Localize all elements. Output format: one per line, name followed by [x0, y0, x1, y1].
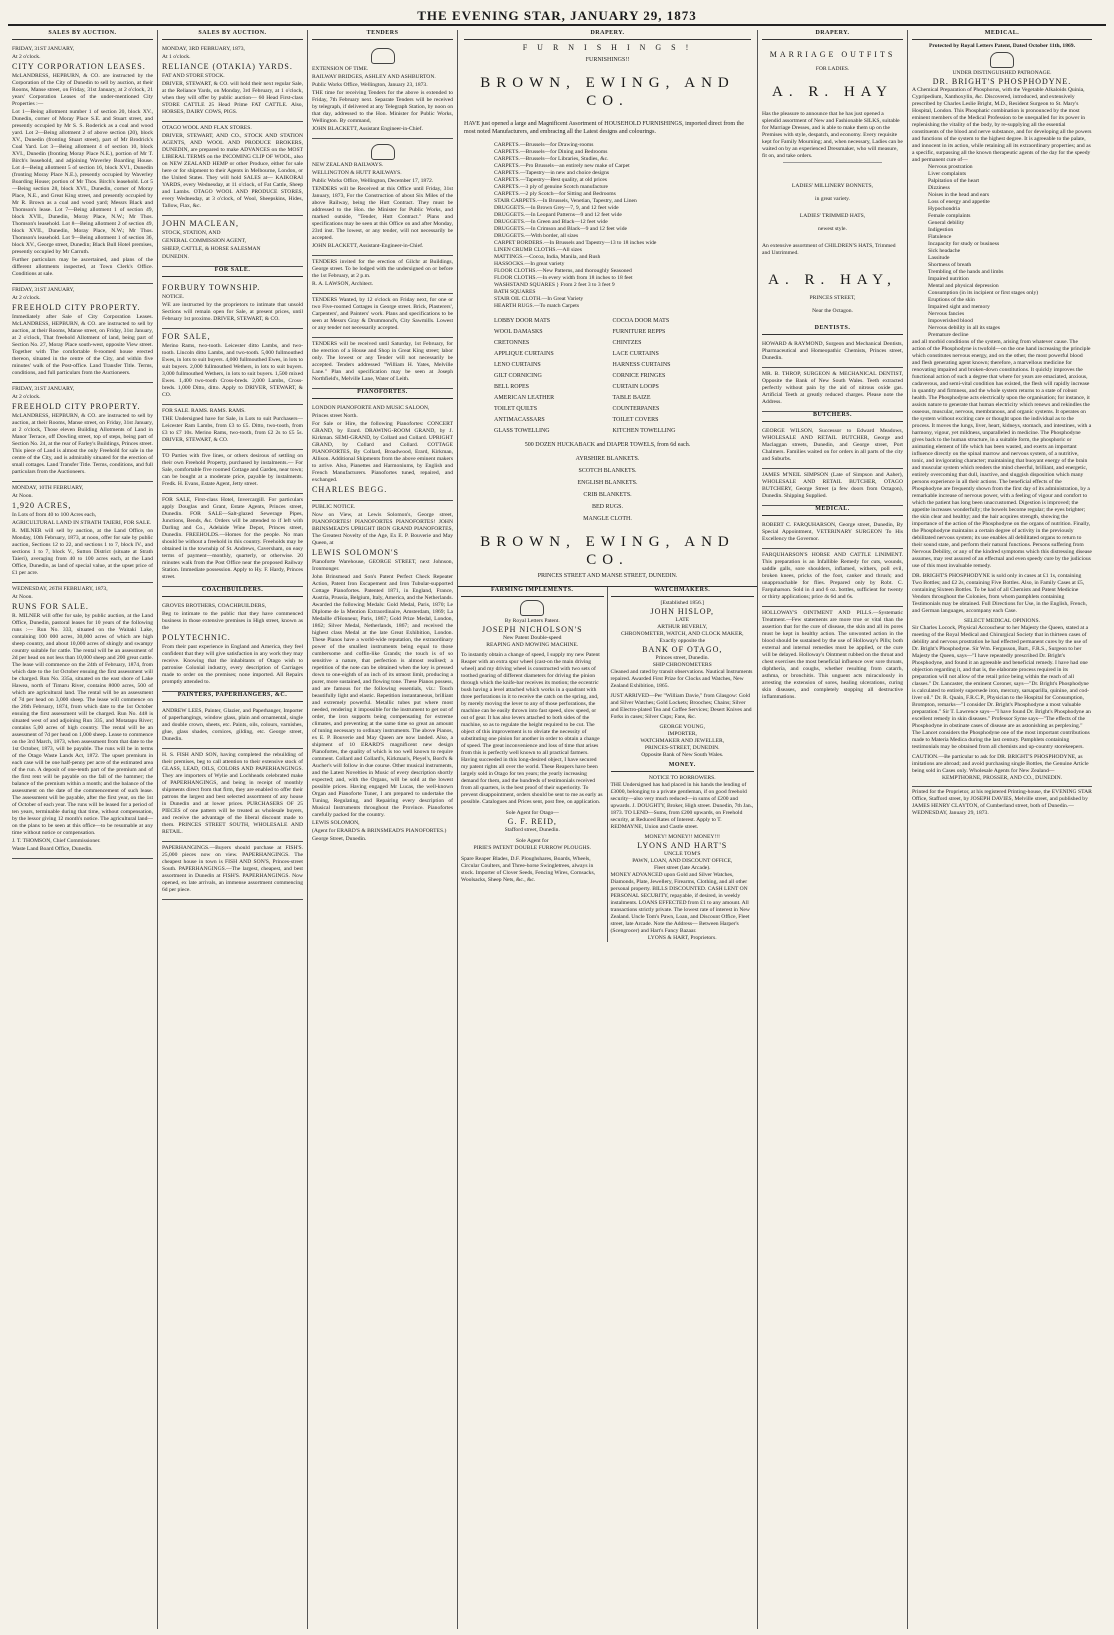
ad-body: GEORGE WILSON, Successor to Edward Meadows, WHOLESALE AND RETAIL BUTCHER, George and Maclaggan streets, Dunedin, and George street, Port Chalmers. Families waited on for orders in all parts of the city and Suburbs.	[762, 428, 903, 462]
ad-bank: BANK OF OTAGO,	[642, 645, 723, 654]
ad-george-wilson	[762, 425, 903, 469]
ad-tender-lawson	[312, 256, 453, 294]
ailment-item: Impaired sight and memory	[928, 304, 990, 310]
ad-name: JOHN MACLEAN,	[162, 219, 239, 228]
section-heading: MONEY.	[611, 762, 755, 772]
goods-item: GILT CORNICING	[494, 373, 542, 379]
ad-runs-for-sale	[12, 583, 153, 859]
carpet-line: WASHSTAND SQUARES } From 2 feet 3 to 3 feet 9	[494, 282, 615, 288]
ad-title: OTAGO WOOL AND FLAX STORES.	[162, 125, 252, 131]
pawn-body: MONEY ADVANCED upon Gold and Silver Watches, Diamonds, Plate, Jewellery, Firearms, Clothing, and all other personal property. BILLS DISCOUNTED. CASH LENT ON PERSONAL SECURITY, repayable, if desired, in weekly instalments. LOANS EFFECTED from £1 to any amount. All transactions strictly private. The lowest rate of interest in New Zealand. Uncle Tom's Pawn, Loan, and Discount Office, Fleet street, late Arcade. Note the Address— Between Harper's (Scengrocer) and Hart's Fancy Bazaar.	[610, 872, 750, 934]
carpet-line: CARPETS.—3 ply of genuine Scotch manufacture	[494, 184, 609, 190]
ad-late-name: ARTHUR BEVERLY,	[657, 624, 708, 630]
princes-street: PRINCES STREET,	[809, 295, 856, 301]
phosphodyne-sold: DR. BRIGHT'S PHOSPHODYNE is sold only in cases at £1 1s, containing Two Bottles; and £2 2s, containing Five Bottles. Also, in Family Cases at £5, containing Sixteen Bottles. To be had of all Chemists and Patent Medicine Vendors throughout the Colonies, from whom pamphlets containing Testimonials may be obtained. Full Directions for Use, in the English, French, and German languages, accompany each Case.	[912, 573, 1088, 614]
carpet-line: CARPETS.—Brussels—for Libraries, Studies, &c.	[494, 156, 609, 162]
agent-name: G. F. REID,	[507, 817, 557, 826]
ad-body: ROBERT C. FARQUHARSON, George street, Dunedin, By Special Appointment, VETERINARY SURGEON To His Excellency the Governor.	[762, 522, 903, 542]
ad-body: TENDERS will be received until Saturday, 1st February, for the erection of a House and Shop in Great King street; labor only. The lowest or any Tender will not necessarily be accepted. Tenders addressed "William H. Yates, Melville Lane." Plan and specification may be seen at Joseph Northfield's, Melville Lane, Water of Leith.	[312, 341, 453, 382]
ad-title: RELIANCE (OTAKIA) YARDS.	[162, 62, 293, 71]
great-variety: in great variety.	[815, 196, 850, 202]
ailment-item: Lassitude	[928, 255, 950, 261]
ad-body: Merino Rams, two-tooth. Leicester ditto Lambs, and two-tooth. Lincoln ditto Lambs, and two-tooth. 5,000 fullmouthed Ewes, in lots to suit buyers. 4,000 fullmouthed Ewes, in lots to suit buyers. 2,000 fullmouthed Wethers, in lots to suit buyers. 3,000 fullmouthed Wethers, in lots to suit buyers. 1,500 mixed Ewes. 1,400 two-tooth Cross-breds. 2,000 Lambs, Cross-breds. 1,000 Ditto, ditto. Apply to DRIVER, STEWART, & CO.	[162, 343, 303, 398]
carpet-line: CARPETS.—Tapestry—Best quality, at old prices	[494, 177, 607, 183]
ad-body: Immediately after Sale of City Corporation Leases. McLANDRESS, HEPBURN, & CO. are instructed to sell by auction, at their Rooms, Manse street, on Friday, 31st January, at 2 o'clock, That freehold Allotment of land, being part of Section No. 27, Moray Place south-west, opposite View street. Together with The comfortable 8-roomed house erected thereon, situated in the centre of the City, and within five minutes' walk of the Post-office. Land Transfer Title. Terms, conditions, and full particulars from the Auctioneers.	[12, 314, 153, 376]
column-watchmakers	[608, 587, 758, 942]
masthead: THE EVENING STAR, JANUARY 29, 1873	[8, 6, 1106, 26]
ad-office: Waste Land Board Office, Dunedin.	[12, 846, 93, 852]
carpet-line: DRUGGETS.—In Leopard Patterns—9 and 12 feet wide	[494, 212, 622, 218]
ailment-item: Nervous prostration	[928, 164, 973, 170]
ailment-item: Incapacity for study or business	[928, 241, 1000, 247]
furnishings-subtitle: FURNISHINGS!!	[585, 57, 630, 63]
ad-time: At Noon.	[12, 493, 33, 499]
ad-city-leases	[12, 43, 153, 284]
goods-item: LENO CURTAINS	[494, 362, 541, 368]
ad-opp: Exactly opposite the	[659, 638, 706, 644]
ad-body: JAMES M'NEIL SIMPSON (Late of Simpson and Aaher), WHOLESALE AND RETAIL BUTCHER, OTAGO BUTCHERY, George Street (a few doors from Octagon), Dunedin. Shipping Supplied.	[762, 472, 903, 499]
phosphodyne-body: and all morbid conditions of the system, arising from whatever cause. The action of the Phosphodyne is twofold—on the one hand increasing the principle which constitutes nervous energy, and on the other, the most powerful blood and flesh generating agent known; therefore, a marvellous medicine for renovating impaired and broken-down constitutions. It quickly improves the functional action of such a degree that where for years are emaciated, anxious, cadaverous, and semi-vital condition has existed, the flesh will rapidly increase in quantity and firmness, and the whole system returns to a state of robust health. The Phosphodyne acts electrically upon the organisation; for instance, it assists nature to generate that human electricity which renews and rekindles the osseous, muscular, nervous, membranous, and organic systems. It operates on the system without exciting care or thought upon the individual as to the process. It moves the lungs, liver, heart, kidneys, stomach, and intestines, with a harmony, vigour, yet mildness, unparalleled in medicine. The Phosphodyne gives back to the human structure, in a suitable form, the phosphoric or animating element of life which has been wasted, and exerts an important influence directly on the spinal marrow and nervous system, of a nutritive, tonic, and invigorating character; maintaining that buoyant energy of the brain and muscular system which renders the mind cheerful, brilliant, and energetic, entirely overcoming that dull, inactive, and sluggish disposition which many persons experience in all their actions. The beneficial effects of the Phosphodyne are frequently shown from the first day of its administration, by a remarkable increase of nervous power, with a feeling of vigour and comfort to which the patient has long been unaccustomed. Digestion is improved; the appetite increases wonderfully; the bowels become regular; the eyes brighter; the skin clear and healthy; and the hair acquires strength, showing the importance of the action of the Phosphodyne on the organs of nutrition. Finally, the Phosphodyne maintains a certain degree of activity in the previously debilitated nervous system; its use enables all debilitated organs to return to their sound state, and perform their natural functions. Persons suffering from Nervous Debility, or any of the kindred symptoms which this distressing disease assumes, may rest assured of an effectual and even speedy cure by the judicious use of this most invaluable remedy.	[912, 339, 1092, 569]
royal-crest-icon	[990, 52, 1014, 68]
goods-item: CURTAIN LOOPS	[612, 384, 659, 390]
ad-body: TO Parties with five lines, or others desirous of settling on their own Freehold Property, purchased by instalments.— For Sale, comfortable five roomed Cottage and Garden, near town; can be bought at a moderate price, payable by instalments. Fredk. H. Evans, Estate Agent, Jetty street.	[162, 453, 303, 487]
ad-groves-brothers	[162, 600, 303, 692]
goods-item: LACE CURTAINS	[612, 351, 659, 357]
divider	[783, 162, 882, 163]
ad-date: FRIDAY, 31ST JANUARY,	[12, 287, 75, 293]
column-grid	[8, 30, 1106, 1629]
carpet-line: CARPET BORDERS.—In Brussels and Tapestry—13 to 18 inches wide	[494, 240, 657, 246]
ad-wool-flax-stores	[162, 122, 303, 216]
ailment-item: General debility	[928, 220, 965, 226]
carpet-line: CARPETS.—Tapestry—in new and choice designs	[494, 170, 610, 176]
ad-simpson	[762, 469, 903, 506]
goods-item: AMERICAN LEATHER	[494, 395, 555, 401]
ad-agent: (Agent for ERARD'S & BRINSMEAD'S PIANOFORTES.)	[312, 828, 447, 834]
ad-body: H. S. FISH AND SON, having completed the rebuilding of their premises, beg to call attention to their extensive stock of GLASS, LEAD, OILS, COLORS AND PAPERHANGINGS. They are importers of Wylie and Lochheads celebrated make of PAPERHANGINGS, and being in receipt of monthly shipments direct from that firm, they are enabled to offer their patrons the largest and best selected assortment of any house in Dunedin and at lower prices. PURCHASERS OF 25 PIECES of one pattern will be treated as wholesale buyers, and receive the advantage of the liberal discount made to them. PRINCES STREET SOUTH, WHOLESALE AND RETAIL.	[162, 752, 303, 835]
ad-title: FREEHOLD CITY PROPERTY.	[12, 303, 141, 312]
for-ladies: FOR LADIES.	[815, 66, 850, 72]
carpet-line: DRUGGETS.—With border, all sizes	[494, 233, 579, 239]
goods-item: COCOA DOOR MATS	[612, 318, 670, 324]
ad-body: To instantly obtain a change of speed, I supply my new Patent Reaper with an extra spur wheel (cast-on the main driving wheel) and my driving wheel is constructed with two sets of toothed gearing of different diameters for driving the pinion through which the knife-bar receives its motion; the eccentric bush having a level attached which works in a quadrant with three perforations in it to receive the catch on the spring, and, by merely moving the lever to any of those perforations, the machine can be easily thrown into fast speed, slow speed, or out of gear. It has also levers attached to both sides of the machine, so as to regulate the height required to be cut. The object of this improvement is to obviate the necessity of substituting one pinion for another in order to obtain a change of speed. The great inconvenience and loss of time that arises from this is perfectly well known to all practical farmers. Having succeeded in this long-desired object, I have secured my patent rights all over the world. These Reapers have been largely sold in Otago for ten years; the yearly increasing demand for them, and the hundreds of testimonials received from all quarters, is the best proof of their superiority. To prevent disappointment, orders should be sent to me as early as possible. Catalogues and Prices sent, post free, on application.	[461, 652, 603, 805]
patronage: UNDER DISTINGUISHED PATRONAGE.	[952, 70, 1052, 76]
carpet-line: MATTINGS.—Cocoa, India, Manila, and Rush	[494, 254, 601, 260]
ad-title: PUBLIC NOTICE.	[312, 504, 356, 510]
ad-arrived: JUST ARRIVED—Per "William Davie," from Glasgow: Gold and Silver Watches; Gold Lockets; Brooches; Chains; Silver and Electro-plated Tea and Coffee Services; Desert Knives and Forks in cases; Silver Cups; Fans, &c.	[610, 693, 752, 720]
established: [Established 1856.]	[660, 600, 704, 606]
ad-ship: SHIP CHRONOMETERS	[652, 662, 712, 668]
goods-item: CHINTZES	[612, 340, 642, 346]
ad-title: FREEHOLD CITY PROPERTY.	[12, 402, 141, 411]
ad-foot: Further particulars may be ascertained, and plans of the different allotments inspected, at Town Clerk's Office. Conditions at sale.	[12, 257, 153, 277]
column-medical	[908, 30, 1096, 1629]
newest-style: newest style.	[818, 226, 847, 232]
ad-forbury	[162, 280, 303, 329]
carpet-line: HEARTH RUGS.—To match Carpets	[494, 303, 580, 309]
ad-name: JOHN HISLOP,	[650, 607, 715, 616]
carpet-line: BATH SQUARES	[494, 289, 536, 295]
ad-signature: R. A. LAWSON, Architect.	[312, 281, 374, 287]
caution: CAUTION.—Be particular to ask for DR. BRIGHT'S PHOSPHODYNE, as imitations are abroad; and avoid purchasing single Bottles, the Genuine Article being sold in Cases only. Wholesale Agents for New Zealand—	[912, 754, 1089, 774]
ad-body: McLANDRESS, HEPBURN, & CO. are instructed to sell by auction, at their Rooms, Manse street, on Friday, 31st January, at 2 o'clock, Those eleven Building Allotments of Land in Manor Terrace, off Dowling street, top of steps, being part of Section No. 24, at the rear of Farley's Buildings, Princes street. This piece of Land is almost the only Freehold for sale in the centre of the City, and is admirably situated for the erection of small cottages. Land Transfer Title. Terms, conditions, and full particulars from the Auctioneers.	[12, 413, 153, 475]
section-heading: FOR SALE.	[162, 267, 303, 277]
phosphodyne-title: DR. BRIGHT'S PHOSPHODYNE.	[932, 77, 1072, 86]
blanket-item: ENGLISH BLANKETS.	[577, 480, 638, 486]
ad-nz-railways	[312, 139, 453, 256]
spare-parts: Spare Reaper Blades, D.F. Ploughshares, Boards, Wheels, Circular Coulters, and Three-horse Swingletrees, always in stock. Importer of Clover Seeds, Fencing Wires, Cornsacks, Woolsacks, Sheep Nets, &c., &c.	[461, 856, 596, 883]
ad-body: ANDREW LEES, Painter, Glazier, and Paperhanger, Importer of paperhangings, window glass, plain and ornamental, single and double crown, sheets, etc. Paints, oils, colours, varnishes, glue, glass shades, cornices, gilding, etc. George street, Dunedin.	[162, 708, 303, 742]
ailment-item: Indigestion	[928, 227, 954, 233]
ad-holloway	[762, 607, 903, 706]
near-octagon: Near the Octagon.	[812, 308, 853, 314]
goods-item: KITCHEN TOWELLING	[612, 428, 676, 434]
ailment-item: Impaired nutrition	[928, 276, 969, 282]
section-heading: FARMING IMPLEMENTS.	[461, 587, 604, 597]
goods-item: APPLIQUE CURTAINS	[494, 351, 554, 357]
ad-paperhangings	[162, 842, 303, 900]
pawn-place: Fleet street (late Arcade).	[653, 865, 711, 871]
ad-cottage	[162, 450, 303, 494]
ad-body: TENDERS invited for the erection of Gilchr at Buildings, George street. To be lodged with the undersigned on or before the 1st February, at 2 p.m.	[312, 259, 453, 279]
section-heading: PIANOFORTES.	[312, 389, 453, 399]
ad-strath-taieri	[12, 482, 153, 583]
carpet-list	[464, 142, 751, 310]
hay-name: A. R. HAY	[772, 84, 893, 100]
bonnets: LADIES' MILLINERY BONNETS,	[791, 183, 874, 189]
goods-item: CORNICE FRINGES	[612, 373, 666, 379]
column-sales-by-auction-1	[8, 30, 158, 1629]
ad-title: RUNS FOR SALE.	[12, 602, 89, 611]
uncle-toms: UNCLE TOM'S	[664, 851, 701, 857]
ad-body: TENDERS Wanted, by 12 o'clock on Friday next, for one or two Five-roomed Cottages in George street. Brick, Plasterers', Carpenters', and Painters' work. Plans and specifications to be seen at Messrs Gray & Drummond's, City Sawmills. Lowest or any tender not necessarily accepted.	[312, 297, 453, 331]
notice-body: THE Undersigned has had placed in his hands the lending of £3000, belonging to a private gentleman, if on good freehold security—also very much reduced—in sums of £200 and upwards. J. DOUGHTY, Broker, High street. Dunedin, 7th Jan., 1873. TO LEND—Sums, from £200 upwards, on Freehold security, at Reduced Rates of Interest. Apply to T. REDMAYNE, Union and Castle street.	[610, 782, 754, 830]
ad-trade: CHRONOMETER, WATCH, AND CLOCK MAKER,	[621, 631, 744, 637]
opinions-body: Sir Charles Locock, Physical Accoucheur to her Majesty the Queen, stated at a meeting of the Royal Medical and Chirurgical Society that in thirteen cases of debility and nervous prostration he had effected permanent cures by the use of Dr. Bright's Phosphodyne. Sir Wm. Fergusson, Bart., F.R.S., Surgeon to her Majesty the Queen, says—"I have repeatedly prescribed Dr. Bright's Phosphodyne, and found it an agreeable and beneficial remedy. I have had one objection regarding it, and that is, the elaborate process required in its preparation will not allow of the retail price being within the reach of all classes." Dr. Lancaster, the eminent Coroner, says—"Dr. Bright's Phosphodyne is calculated to entirely supersede iron, mercury, sarsaparilla, quinine, and cod-liver oil." Dr. R. Quain, F.R.C.P., Physician to the Hospital for Consumption, Brompton, remarks—"I consider Dr. Bright's Phosphodyne a most valuable preparation." Sir T. Lawrence says—"I have found Dr. Bright's Phosphodyne an excellent remedy in skin diseases." Professor Syme says—"The effects of the Phosphodyne in obstinate cases of disease are as astonishing as perplexing." The Lancet considers the Phosphodyne one of the most important contributions made to Materia Medica during the last century. Pamphlets containing testimonials may be obtained from all chemists and up-country storekeepers.	[912, 625, 1091, 750]
ad-place: PRINCES-STREET, DUNEDIN.	[644, 745, 720, 751]
carpet-line: LINEN CRUMB CLOTHS.—All sizes	[494, 247, 582, 253]
ad-signature: J. T. THOMSON, Chief Commissioner.	[12, 838, 101, 844]
plough-title: PIRIE'S PATENT DOUBLE FURROW PLOUGHS.	[473, 845, 592, 851]
goods-item: TABLE BAIZE	[612, 395, 651, 401]
ad-title: FORBURY TOWNSHIP.	[162, 283, 261, 292]
blanket-item: BED RUGS.	[591, 504, 623, 510]
ailment-item: Trembling of the hands and limbs	[928, 269, 1004, 275]
ailment-item: Shortness of breath	[928, 262, 972, 268]
ad-date: MONDAY, 3RD FEBRUARY, 1873,	[162, 46, 245, 52]
royal-crest-icon	[371, 48, 395, 64]
section-heading: DRAPERY.	[464, 30, 751, 40]
ad-sub: NOTICE.	[162, 294, 184, 300]
ad-body: DRIVER, STEWART, & CO. will hold their next regular Sale, at the Reliance Yards, on Monday, 3rd February, at 1 o'clock, when they will offer by public auction— 60 Head First-class STORE CATTLE 25 Head Prime FAT CATTLE. Also, HORSES, DAIRY COWS, PIGS.	[162, 81, 303, 115]
ad-body: PAPERHANGINGS.—Buyers should purchase at FISH'S. 25,000 pieces now on view. PAPERHANGINGS. The cheapest house in town is FISH AND SON'S, Princes-street South. PAPERHANGINGS.—The largest, cheapest, and best assortment in Dunedin at FISH'S. PAPERHANGINGS. Now opened, ex late arrivals, an immense assortment commencing 6d per piece.	[162, 845, 303, 893]
towels-line: 500 DOZEN HUCKABACK and DIAPER TOWELS, from 6d each.	[524, 442, 691, 448]
ad-signature: JOHN BLACKETT, Assistant Engineer-in-Chief.	[312, 126, 423, 132]
goods-item: HARNESS CURTAINS	[612, 362, 671, 368]
ad-body: THE Undersigned have for Sale, in Lots to suit Purchasers— Leicester Ram Lambs, from £3 to £5. Ditto, two-tooth, from £3 to £7 10s. Merino Rams, two-tooth, from £2 2s to £5 5s. DRIVER, STEWART, & CO.	[162, 416, 303, 443]
ad-title: LONDON PIANOFORTE AND MUSIC SALOON,	[312, 405, 430, 411]
ad-freehold-2	[12, 383, 153, 482]
ailment-item: Premature decline	[928, 332, 969, 338]
goods-item: CRETONNES	[494, 340, 530, 346]
ad-line: SHEEP, CATTLE, & HORSE SALESMAN	[162, 246, 261, 252]
blanket-item: MANGLE CLOTH.	[583, 516, 632, 522]
ad-signature: JOHN BLACKETT, Assistant-Engineer-in-Chief.	[312, 243, 424, 249]
ad-time: At 2 o'clock.	[12, 394, 41, 400]
ad-date: FRIDAY, 31ST JANUARY,	[12, 46, 75, 52]
ad-place: Princes street North.	[312, 413, 358, 419]
goods-item: WOOL DAMASKS	[494, 329, 543, 335]
ailment-item: Liver complaints	[928, 171, 967, 177]
pawn-title: PAWN, LOAN, AND DISCOUNT OFFICE,	[632, 858, 733, 864]
ad-name: JOSEPH NICHOLSON'S	[481, 625, 583, 634]
money-title: MONEY! MONEY!! MONEY!!!	[644, 834, 720, 840]
section-heading: BUTCHERS.	[762, 412, 903, 422]
section-heading: COACHBUILDERS.	[162, 587, 303, 597]
goods-item: LOBBY DOOR MATS	[494, 318, 551, 324]
carpet-line: CARPETS.—Pro Brussels—an entirely new make of Carpet	[494, 163, 630, 169]
ad-name: GEORGE YOUNG,	[659, 724, 705, 730]
ad-late: LATE	[675, 617, 690, 623]
blanket-item: AYRSHIRE BLANKETS.	[575, 456, 640, 462]
ad-body: FARQUHARSON'S HORSE AND CATTLE LINIMENT. This preparation is an Infallible Remedy for cuts, wounds, saddle galls, sore shoulders, inflamed, withers, poll evil, broken knees, pricks of the foot, canker and thrush; and unapproachable for flies. Prepared only by Robt. C. Farquharson. Sold in 4 and 6 oz. bottles, sufficient for twenty or thirty applications; price 4s 6d and 6s.	[762, 552, 903, 600]
ad-date: WEDNESDAY, 26TH FEBRUARY, 1873,	[12, 586, 108, 592]
ad-place: Public Works Office, Wellington, December 17, 1872.	[312, 178, 434, 184]
goods-item: COUNTERPANES	[612, 406, 660, 412]
ailment-item: Sick headache	[928, 248, 961, 254]
opinions-title: SELECT MEDICAL OPINIONS.	[964, 618, 1040, 624]
ad-line: GENERAL COMMISSION AGENT,	[162, 238, 247, 244]
agent-label: Sole Agent for	[515, 838, 549, 844]
ad-time: At 2 o'clock.	[12, 295, 41, 301]
furnishings-title: F U R N I S H I N G S !	[522, 43, 693, 52]
ad-time: At 1 o'clock.	[162, 54, 191, 60]
ad-title: REAPING AND MOWING MACHINE.	[486, 642, 579, 648]
section-heading: WATCHMAKERS.	[611, 587, 755, 597]
ailment-item: Impoverished blood	[928, 318, 973, 324]
ad-lots: Lot 1—Being allotment number 1 of section 20, block XV., Dunedin, corner of Moray Place S.E. and Stuart street, and presently occupied by Mr S. S. Roderick as a coal and wood yard. Lot 2—Being allotment 2 of above section (20), block XV., Dunedin (fronting Stuart street), part of Mr Brodrick's Coal Yard. Lot 3—Being allotment 4 of section 10, block XVI., Dunedin (fronting Moray Place N.E.), portion of Mr T. Birch's leasehold, and adjoining Waverley Boarding House. Lot 4—Being allotment 5 of section 16, block XVI., Dunedin (fronting Moray Place N.E.), presently occupied by Waverley Boarding House; portion of Mr Thos. Birch's leasehold. Lot 5—Being section 28, block XVI., Dunedin, corner of Moray Place, N.E., and Great King street, and presently occupied by Mr R. Brown as a coal and wood yard; Messrs Black and Thomson's lease. Lot 7—Being allotment 1 of section 49, block XVII., Dunedin, Moray Place, N.W.; Mr Thos. Thomson's leasehold. Lot 8—Being allotment 2 of section 49, block XVII., Dunedin, Moray Place, N.W.; Mr Thos. Thomson's leasehold. Lot 9—Being allotment 1 of section 36, block XV., George street, Dunedin; Black Bull Hotel premises, presently occupied by Mr Carruth.	[12, 109, 153, 255]
ad-place: George Street, Dunedin.	[312, 836, 367, 842]
ad-time: At 2 o'clock.	[12, 54, 41, 60]
ad-signature: CHARLES BEGG.	[312, 485, 388, 494]
ad-sub: In Lots of from 40 to 100 Acres each,	[12, 512, 97, 518]
ad-body: Now on View, at Lewis Solomon's, George street, PIANOFORTES! PIANOFORTES PIANOFORTES! JOHN BRINSMEAD'S UPRIGHT IRON GRAND PIANOFORTES, The Greatest Novelty of the Age, Ex E. P. Bouverie and May Queen, at	[312, 512, 453, 546]
ailment-item: Hypochondria	[928, 206, 961, 212]
column-tenders	[308, 30, 458, 1629]
ad-tender-cottages	[312, 294, 453, 338]
ad-title: WELLINGTON & HUTT RAILWAYS.	[312, 170, 402, 176]
lower-split	[458, 586, 757, 942]
section-heading: MEDICAL.	[912, 30, 1092, 40]
ad-signature: LEWIS SOLOMON,	[312, 820, 360, 826]
ad-institution: POLYTECHNIC.	[162, 633, 231, 642]
ailment-item: Consumption (in its incipient or first stages only)	[928, 290, 1039, 296]
carpet-line: DRUGGETS.—In Green and Black—12 feet wide	[494, 219, 608, 225]
ad-opp: Opposite Bank of New South Wales.	[641, 752, 724, 758]
ad-title: AGRICULTURAL LAND IN STRATH TAIERI, FOR SALE.	[12, 520, 152, 526]
ad-trade: WATCHMAKER AND JEWELLER,	[640, 738, 725, 744]
carpet-line: DRUGGETS.—In Brown Grey—7, 9, and 12 feet wide	[494, 205, 619, 211]
ad-date: MONDAY, 10TH FEBRUARY,	[12, 485, 84, 491]
ad-title: GROVES BROTHERS, COACHBUILDERS,	[162, 603, 267, 609]
ailment-item: Palpitation of the heart	[928, 178, 980, 184]
column-farming	[458, 587, 608, 942]
ad-name: LEWIS SOLOMON'S	[312, 548, 399, 557]
goods-item: BELL ROPES	[494, 384, 529, 390]
hats: LADIES' TRIMMED HATS,	[799, 213, 866, 219]
blanket-list	[464, 453, 751, 525]
ad-title: FOR SALE,	[162, 332, 211, 341]
agent-place: Stafford street, Dunedin.	[504, 827, 560, 833]
ad-body: Cleaned and rated by transit observations. Nautical Instruments repaired. Awarded First Prize for Clocks and Watches, New Zealand Exhibition, 1865.	[610, 669, 753, 689]
ad-place: Public Works Office, Wellington, January 23, 1873.	[312, 82, 428, 88]
carpet-line: FLOOR CLOTHS.—New Patterns, and thoroughly Seasoned	[494, 268, 632, 274]
section-heading: SALES BY AUCTION.	[12, 30, 153, 40]
ad-body: DRIVER, STEWART, AND CO., STOCK AND STATION AGENTS, AND WOOL AND PRODUCE BROKERS, DUNEDIN, are prepared to make ADVANCES on the MOST LIBERAL TERMS on the INCOMING CLIP OF WOOL, also on NEW ZEALAND HEMP or other Produce, either for sale here or for shipment to their Agents in Melbourne, London, or the United States. They will hold SALES at— KAIKORAI YARDS, every Wednesday, at 11 o'clock, of Fat Cattle, Sheep and Lambs. OTAGO WOOL AND PRODUCE STORES, every Wednesday, at 3 o'clock, of Wool, Sheepskins, Hides, Tallow, Flax, &c.	[162, 133, 303, 209]
hay-name-footer: A. R. HAY,	[768, 272, 897, 288]
ad-title: NEW ZEALAND RAILWAYS.	[312, 162, 384, 168]
ailment-item: Female complaints	[928, 213, 971, 219]
ad-line: STOCK, STATION, AND	[162, 230, 221, 236]
ad-imp: IMPORTER,	[667, 731, 697, 737]
ad-body: John Brinsmead and Son's Patent Perfect Check Repeater Action, Patent Iron Escapement and Iron Tubular-supported Cottage Pianofortes. Patented 1871, in England, France, Austria, Prussia, Belgium, Italy, America, and the Netherlands. Awarded the following Medals: Gold Medal, Paris, 1870; Le Diplome de la Mention Extraordinaire, Amsterdam, 1869; La Medaille d'Honneur, Paris, 1867; Gold Prize Medal, London, 1862; Silver Medal, Netherlands, 1867; and received the highest class Medal at the late Great Exhibition, London. These Pianos have a world-wide reputation, the extraordinary power of the smallest instruments being equal to those cumbersome and coffin-like Grands; the touch is of so sensitive a nature, that perfection is almost realised; a repetition of the note can be obtained when the key is pressed down to one-eighth of an inch of its utmost limit, producing a purer, more sustained, and flowing tone. These Pianos possess, and are famous for the following essentials, viz.: Touch beautifully light and elastic. Repetition instantaneous, brilliant and extremely powerful. Metallic tubes put where most needed, rendering it impossible for the instrument to get out of order, the iron supports being compensating for extreme climates, and preventing at the same time so great an amount of tuning necessary to ordinary instruments. The above Pianos, ex E. P. Bouverie and May Queen are now landed. Also, a shipment of 10 ERARD'S magnificent new design Pianofortes, the quality of which is too well known to require comment. Collard and Collard's, Kirkman's, Pleyel's, Bord's & Aucher's will follow in due course. Other musical instruments, and the Latest Novelties in Music of every description shortly expected; and, with the Organs, will be sold at the lowest possible prices. Having engaged Mr Lucas, the well-known Organ and Pianoforte Tuner, I am prepared to undertake the Tuning, Regulating, and Repairing every description of Musical Instruments throughout the Province. Pianofortes carefully packed for the country.	[312, 574, 453, 818]
ad-sub: FAT AND STORE STOCK.	[162, 73, 225, 79]
ad-title: EXTENSION OF TIME.	[312, 66, 369, 72]
hay-body: Has the pleasure to announce that he has just opened a splendid assortment of New and Fashionable SILKS, suitable for Marriage Dresses, and is able to make them up on the Premises with style, despatch, and economy. Every requisite kept for Family Mourning; and, when necessary, Ladies can be waited on by an experienced Dressmaker, who will measure, fit on, and take orders.	[762, 111, 903, 159]
notice-title: NOTICE TO BORROWERS.	[648, 775, 716, 781]
carpet-line: DRUGGETS.—In Crimson and Black—9 and 12 feet wide	[494, 226, 627, 232]
ad-liniment	[762, 549, 903, 607]
section-heading: DRAPERY.	[762, 30, 903, 40]
ailment-item: Mental and physical depression	[928, 283, 999, 289]
goods-grid	[494, 316, 721, 436]
imprint: Printed for the Proprietor, at his registered Printing-house, the EVENING STAR Office, Stafford street, by JOSEPH DAVIES, Melville street, and published by JAMES HENRY CLAYTON, of Cumberland street, both of Dunedin.—WEDNESDAY, January 29, 1873.	[912, 786, 1092, 817]
ad-body: MR. B. THROP, SURGEON & MECHANICAL DENTIST, Opposite the Bank of New South Wales. Teeth extracted perfectly without pain by the aid of nitrous oxide gas. Artificial Teeth at greatly reduced charges. Please note the Address.	[762, 371, 903, 405]
ad-body: From their past experience in England and America, they feel confident that they will give satisfaction in any work they may receive. Knowing that the inhabitants of Otago wish to patronise Colonial industry, every description of Carriages made to order on the premises; none imported. All Repairs promptly attended to.	[162, 644, 303, 685]
carpet-line: CARPETS.—2 ply Scotch—for Sitting and Bedrooms	[494, 191, 616, 197]
ad-place: DUNEDIN.	[162, 254, 189, 260]
ad-body: For Sale or Hire, the following Pianofortes: CONCERT GRAND, by Erard. DRAWING-ROOM GRAND, by J. Kirkman. SEMI-GRAND, by Collard and Collard. UPRIGHT GRAND, by Collard and Collard. COTTAGE PIANOFORTES, By Collard, Broadwood, Erard, Kirkman, Allison. Additional Shipments from the above eminent makers to arrive. Also, Pianettes and Harmoniums, by English and French Manufacturers. Pianofortes tuned, repaired, and exchanged.	[312, 421, 453, 483]
carpet-line: STAIR OIL CLOTH.—In Great Variety	[494, 296, 584, 302]
ad-london-pianoforte	[312, 402, 453, 501]
ailment-list	[912, 164, 1092, 339]
ailment-item: Eruptions of the skin	[928, 297, 975, 303]
goods-item: ANTIMACASSARS	[494, 417, 545, 423]
pawn-signature: LYONS & HART, Proprietors.	[647, 935, 717, 941]
drapery-intro: HAVE just opened a large and Magnificent Assortment of HOUSEHOLD FURNISHINGS, imported direct from the most noted Manufacturers, and embracing all the Latest designs and colourings.	[464, 121, 744, 135]
ad-body: WE are instructed by the proprietors to intimate that unsold Sections will remain open for Sale, at present prices, until February 1st proximo. DRIVER, STEWART, & CO.	[162, 302, 303, 322]
ad-body: R. MILNER will sell by auction, at the Land Office, on Monday, 10th February, 1873, at noon, offer for sale by public auction, Sections 12 to 22, and sections 1 to 7, block IV., and sections 1 to 7, block V., Sutton District (situate at Strath Taieri), averaging from 40 to 100 acres each, at the Land Office, Dunedin, as land of special value, at the upset price of £1 per acre.	[12, 528, 153, 576]
ad-body: Beg to intimate to the public that they have commenced business in those extensive premises in High street, known as the	[162, 611, 303, 631]
drapery-block	[458, 30, 757, 580]
royal-letters: By Royal Letters Patent.	[504, 618, 560, 624]
ad-fish-and-son	[162, 749, 303, 842]
ad-andrew-lees	[162, 705, 303, 749]
section-heading: PAINTERS, PAPERHANGERS, &C.	[162, 692, 303, 702]
column-drapery-hay	[758, 30, 908, 1629]
ad-lewis-solomon	[312, 501, 453, 848]
agent-label: Sole Agent for Otago—	[505, 810, 559, 816]
ad-place: Princes street, Dunedin.	[655, 655, 709, 661]
ad-freehold-1	[12, 284, 153, 383]
ad-acres: 1,920 ACRES,	[12, 501, 72, 510]
firm-name: BROWN, EWING, AND CO.	[480, 75, 735, 109]
protected: Protected by Royal Letters Patent, Dated October 11th, 1869.	[929, 43, 1075, 49]
section-heading: DENTISTS.	[762, 325, 903, 335]
ad-title: FOR SALE. RAMS. RAMS. RAMS.	[162, 408, 246, 414]
children-hats: An extensive assortment of CHILDREN'S HATS, Trimmed and Untrimmed.	[762, 243, 896, 256]
ad-body: HOWARD & RAYMOND, Surgeon and Mechanical Dentists, Pharmaceutical and Homeopathic Chemists, Princes street, Dunedin.	[762, 341, 903, 361]
ad-body: Pianoforte Warehouse, GEORGE STREET, next Johnson, Ironmonger.	[312, 559, 453, 572]
ad-body: FOR SALE, First-class Hotel, Invercargill. For particulars apply Douglas and Grant, Estate Agents, Princes street, Dunedin. FOR SALE—Salt-glazed Sewerage Pipes, Junctions, Bends, &c. Orders will be attended to if left with Darling and Co., Adelaide Wine Depot, Princes street, Dunedin. FREEHOLDS.—Homes for the people. No man should be without a freehold in this country. Freeholds may be obtained in the township of St. Andrews, Caversham, on easy terms of payment—monthly, quarterly, or otherwise. 20 minutes walk from the Post Office near the proposed Railway Station. Immediate possession. Apply to Hy. F. Hardy, Princes street.	[162, 497, 303, 580]
section-heading: SALES BY AUCTION.	[162, 30, 303, 40]
ailment-item: Nervous fancies	[928, 311, 965, 317]
blanket-item: SCOTCH BLANKETS.	[578, 468, 637, 474]
phosphodyne-intro: A Chemical Preparation of Phosphorus, with the Vegetable Alkaloids Quinia, Cypripedium, Xanthoxylin, &c. Discovered, introduced, and extensively prescribed by Charles Leslie Bright, M.D., Resident Surgeon to St. Mary's Hospital, London. This Phosphatic combination is pronounced by the most eminent members of the Medical Profession to be unequalled for its power in replenishing the vitality of the body, by re-supplying all the essential constituents of the blood and nerve substance, and for developing all the powers and functions of the system to the highest degree. It is agreeable to the palate, and innocent in its action, while retaining all its extraordinary properties; and as a specific, surpassing all the known therapeutic agents of the day for the speedy and permanent cure of—	[912, 87, 1092, 163]
lyons-hart: LYONS AND HART'S	[637, 841, 728, 850]
ad-body: TENDERS will be Received at this Office until Friday, 31st January, 1873, For the Construction of about Six Miles of the above Railway, being the Hutt Contract. They must be addressed to the Hon. the Minister for Public Works, and marked outside, "Tender, Hutt Contract." Plans and specifications may be seen at this Office on and after Monday, 23rd inst. The lowest, or any tender, will not necessarily be accepted.	[312, 186, 453, 241]
ad-john-maclean	[162, 216, 303, 267]
ad-sub: New Patent Double-speed	[503, 635, 562, 641]
carpet-line: STAIR CARPETS.—In Brussels, Venetian, Tapestry, and Linen	[494, 198, 637, 204]
goods-item: GLASS TOWELLING	[494, 428, 550, 434]
ad-body: HOLLOWAY'S OINTMENT AND PILLS.—Systematic Treatment.—Few statements are more true or vital than the assertion that for the cure of disease, the skin and all its pores must be kept in healthy action. The unwonted action in the blood should be sustained by the use of Holloway's Pills; both external and internal remedies must be applied, or the cure will be delayed. Holloway's Ointment rubbed on the throat and chest exercises the most beneficial influence over sore throats, diphtheria, and coughs, whether resulting from catarrh, asthma, or bronchitis. This unguent acts miraculously in arresting the extension of sores, healing ulcerations, curing skin diseases, and completely stopping all destructive inflammations.	[762, 610, 903, 700]
carpet-line: FLOOR CLOTHS.—In every width from 18 inches to 18 feet	[494, 275, 633, 281]
carpet-line: CARPETS.—Brussels—for Dining and Bedrooms	[494, 149, 608, 155]
ailment-item: Dizziness	[928, 185, 950, 191]
ailment-item: Nervous debility in all its stages	[928, 325, 1000, 331]
goods-item: TOILET COVERS	[612, 417, 659, 423]
ailment-item: Loss of energy and appetite	[928, 199, 990, 205]
ad-date: FRIDAY, 31ST JANUARY,	[12, 386, 75, 392]
goods-item: FURNITURE REPPS	[612, 329, 666, 335]
royal-crest-icon	[520, 600, 544, 616]
ad-rams	[162, 405, 303, 450]
ad-time: At Noon.	[12, 594, 33, 600]
column-sales-by-auction-2	[158, 30, 308, 1629]
carpet-line: HASSOCKS.—In great variety	[494, 261, 565, 267]
royal-crest-icon	[371, 144, 395, 160]
agents: KEMPTHORNE, PROSSER, AND CO., DUNEDIN.	[941, 775, 1063, 781]
ad-for-sale-sheep	[162, 329, 303, 405]
ad-tender-house	[312, 338, 453, 389]
section-heading: MEDICAL.	[762, 506, 903, 516]
ad-title: RAILWAY BRIDGES, ASHLEY AND ASHBURTON.	[312, 74, 436, 80]
ad-body: R. MILNER will offer for sale, by public auction, at the Land Office, Dunedin, pastoral leases for 10 years of the following runs :— Run No. 333, situated on the Waitaki Lake, containing 100 000 acres, 30,000 acres of which are high sheep country, and about 10,000 acres of shingly and swampy country suitable for cattle. The rental will be an assessment of 2d per head on not less than 10,000 sheep and 200 great cattle. The lease will commence on the 24th of February, 1874, from which date to the 1st October ensuing the first assessment will be charged. Run No. 335a, situated on the east shore of Lake Hawea, north of Timaru River, contains 8000 acres, 500 of which are agricultural land. The rental will be an assessment of 7d per head on 3,000 sheep. The lease will commence on the 26th February, 1874, from which date to the 1st October ensuing the first assessment will be charged. Run No. 448 is situated west of and adjoining Run 335, and Motatapu River; contains 5,00 acres of high country. The rental will be an assessment of 7d per head on 1,000 sheep. Lease to commence on the 3rd March, 1873, when assessment from that date to the 1st October, 1873, will be payable. The runs will be in terms of the Otago Waste Lands Act, 1872. The upset premium in each case will be one half-penny per acre of the estimated area of the run. A deposit of one-tenth part of the premium and of the first rent will be payable on the fall of the hammer; the balance of the premium within a month; and the balance of the assessment on the date of the commencement of such lease. The assessment will be payable, after the first year, on the 1st of October of each year. The runs will be leased for a period of ten years, terminable during that time, without compensation, by the lessor giving 12 month's notice. The agricultural land—on the plans to be seen at this office—to be resumable at any time without notice or compensation.	[12, 613, 153, 836]
firm-name-footer: BROWN, EWING, AND CO.	[480, 534, 735, 568]
ad-farquharson	[762, 519, 903, 549]
ad-body: THE time for receiving Tenders for the above is extended to Friday, 7th February next. Separate Tenders will be received by telegraph, if delivered at any Telegraph Station, by noon on that day, addressed to the Hon. Minister for Public Works, Wellington. By command,	[312, 90, 453, 124]
ad-howard-raymond	[762, 338, 903, 368]
ad-throp	[762, 368, 903, 412]
ad-reliance-yards	[162, 43, 303, 122]
ad-extension-of-time	[312, 43, 453, 139]
firm-address: PRINCES STREET AND MANSE STREET, DUNEDIN.	[537, 573, 678, 579]
blanket-item: CRIB BLANKETS.	[583, 492, 632, 498]
ad-title: CITY CORPORATION LEASES.	[12, 62, 146, 71]
ad-misc-for-sale	[162, 494, 303, 587]
goods-item: TOILET QUILTS	[494, 406, 538, 412]
carpet-line: CARPETS.—Brussels—for Drawing-rooms	[494, 142, 594, 148]
ailment-item: Flatulence	[928, 234, 952, 240]
marriage-outfits: MARRIAGE OUTFITS	[769, 50, 896, 59]
ailment-item: Noises in the head and ears	[928, 192, 990, 198]
column-drapery-wide	[458, 30, 758, 1629]
ad-body: McLANDRESS, HEPBURN, & CO. are instructed by the Corporation of the City of Dunedin to sell by auction, at their Rooms, Manse street, on Friday, 31st January, at 2 o'clock, 21 years' Corporation Leases of the under-mentioned City Properties :—	[12, 73, 153, 107]
section-heading: TENDERS	[312, 30, 453, 40]
